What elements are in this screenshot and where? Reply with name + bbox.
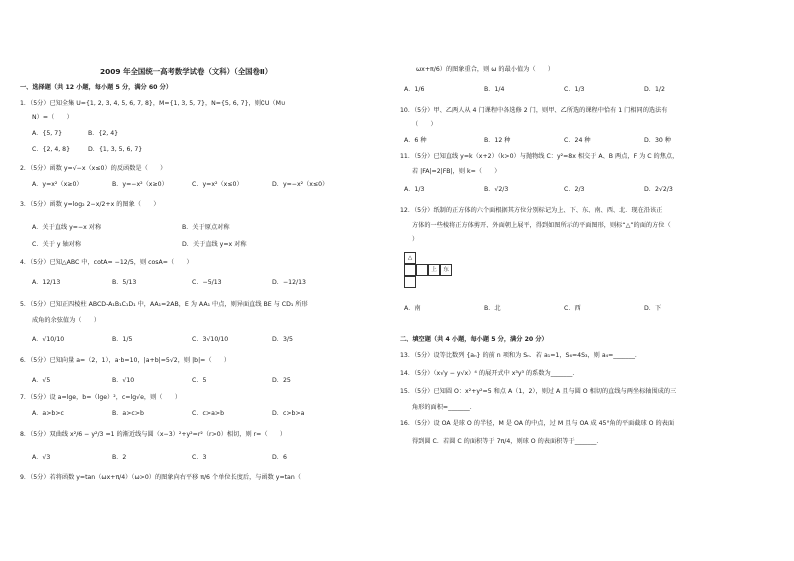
option: A．√5 bbox=[32, 377, 51, 384]
cube-net-figure bbox=[404, 252, 464, 298]
question-5: 5．（5分）已知正四棱柱 ABCD-A₁B₁C₁D₁ 中，AA₁=2AB，E 为 AA₁ 中点，则异面直线 BE 与 CD₁ 所形 bbox=[20, 301, 308, 308]
question-13: 13．（5分）设等比数列 {aₙ} 的前 n 项和为 Sₙ．若 a₁=1，S₆=4S₃，则 a₄=_______． bbox=[400, 352, 642, 359]
question-12-cont2: ） bbox=[412, 236, 419, 243]
option: B．{2, 4} bbox=[88, 130, 119, 137]
net-face-triangle: △ bbox=[404, 252, 416, 264]
option: D．25 bbox=[272, 377, 291, 384]
option: D．6 bbox=[272, 454, 287, 461]
option: B．√10 bbox=[112, 377, 135, 384]
option: D．1/2 bbox=[644, 86, 665, 93]
question-12: 12．（5分）纸制的正方体的六个面根据其方位分别标记为上、下、东、南、西、北．现在沿该正 bbox=[400, 207, 663, 214]
option: B．北 bbox=[484, 305, 501, 312]
option: A．√10/10 bbox=[32, 336, 65, 343]
option: B．√2/3 bbox=[484, 186, 509, 193]
option: D．c>b>a bbox=[272, 410, 305, 417]
section-choice-heading: 一、选择题（共 12 小题，每小题 5 分，满分 60 分） bbox=[20, 84, 173, 91]
option: C．y=x²（x≤0） bbox=[192, 181, 243, 188]
option: B．关于原点对称 bbox=[182, 224, 230, 231]
option: B．2 bbox=[112, 454, 127, 461]
option: C．西 bbox=[564, 305, 581, 312]
option: A．6 种 bbox=[404, 137, 427, 144]
option: C．{2, 4, 8} bbox=[32, 146, 71, 153]
option: D．30 种 bbox=[644, 137, 671, 144]
option: A．{5, 7} bbox=[32, 130, 63, 137]
net-face-east: 东 bbox=[440, 264, 452, 276]
option: D．下 bbox=[644, 305, 662, 312]
option: D．关于直线 y=x 对称 bbox=[182, 241, 247, 248]
question-1: 1．（5分）已知全集 U={1, 2, 3, 4, 5, 6, 7, 8}，M={1, 3, 5, 7}，N={5, 6, 7}，则∁U（M∪ bbox=[20, 100, 286, 107]
question-11: 11．（5分）已知直线 y=k（x+2）（k>0）与抛物线 C：y²=8x 相交于 A、B 两点，F 为 C 的焦点， bbox=[400, 153, 679, 160]
option: D．y=−x²（x≤0） bbox=[272, 181, 329, 188]
option: C．−5/13 bbox=[192, 279, 222, 286]
option: B．1/5 bbox=[112, 336, 133, 343]
question-12-cont: 方体的一些棱将正方体剪开、外面朝上展平，得到如图所示的平面图形，则标“△”的面的方位（ bbox=[412, 222, 671, 229]
option: C．c>a>b bbox=[192, 410, 224, 417]
question-15-cont: 角形的面积=_______． bbox=[412, 404, 476, 411]
option: A．y=x²（x≥0） bbox=[32, 181, 83, 188]
option: D．2√2/3 bbox=[644, 186, 673, 193]
option: B．1/4 bbox=[484, 86, 505, 93]
option: D．{1, 3, 5, 6, 7} bbox=[88, 146, 143, 153]
exam-title: 2009 年全国统一高考数学试卷（文科）（全国卷Ⅱ） bbox=[100, 67, 273, 76]
option: C．3√10/10 bbox=[192, 336, 229, 343]
option: A．√3 bbox=[32, 454, 51, 461]
question-7: 7．（5分）设 a=lge，b=（lge）²，c=lg√e，则（ ） bbox=[20, 394, 182, 401]
question-8: 8．（5分）双曲线 x²/6 − y²/3 =1 的渐近线与圆（x−3）²+y²=r²（r>0）相切，则 r=（ ） bbox=[20, 431, 287, 438]
option: C．2/3 bbox=[564, 186, 585, 193]
question-10: 10．（5分）甲、乙两人从 4 门课程中各选修 2 门，则甲、乙所选的课程中恰有 1 门相同的选法有 bbox=[400, 107, 668, 114]
option: B．a>c>b bbox=[112, 410, 144, 417]
question-9-cont: ωx+π/6）的图象重合，则 ω 的最小值为（ ） bbox=[416, 66, 555, 73]
net-face-blank bbox=[404, 276, 416, 288]
question-14: 14．（5分）（x√y − y√x）⁴ 的展开式中 x³y³ 的系数为_______． bbox=[400, 370, 579, 377]
option: A．1/3 bbox=[404, 186, 425, 193]
question-2: 2．（5分）函数 y=√−x（x≤0）的反函数是（ ） bbox=[20, 165, 167, 172]
option: A．南 bbox=[404, 305, 421, 312]
question-9: 9．（5分）若将函数 y=tan（ωx+π/4）（ω>0）的图象向右平移 π/6 个单位长度后，与函数 y=tan（ bbox=[20, 474, 301, 481]
question-15: 15．（5分）已知圆 O：x²+y²=5 和点 A（1，2），则过 A 且与圆 O 相切的直线与两坐标轴围成的三 bbox=[400, 388, 677, 395]
option: C．关于 y 轴对称 bbox=[32, 241, 82, 248]
question-4: 4．（5分）已知△ABC 中，cotA= −12/5，则 cosA=（ ） bbox=[20, 259, 193, 266]
option: D．−12/13 bbox=[272, 279, 306, 286]
option: B．5/13 bbox=[112, 279, 137, 286]
option: D．3/5 bbox=[272, 336, 293, 343]
option: C．1/3 bbox=[564, 86, 585, 93]
section-fill-heading: 二、填空题（共 4 小题，每小题 5 分，满分 20 分） bbox=[400, 336, 548, 343]
question-10-cont: （ ） bbox=[412, 121, 437, 128]
option: C．24 种 bbox=[564, 137, 591, 144]
question-3: 3．（5分）函数 y=log₂ 2−x/2+x 的图象（ ） bbox=[20, 201, 160, 208]
option: C．5 bbox=[192, 377, 207, 384]
question-11-cont: 若 |FA|=2|FB|，则 k=（ ） bbox=[412, 168, 501, 175]
question-5-cont: 成角的余弦值为（ ） bbox=[32, 317, 101, 324]
net-face-up: 上 bbox=[428, 264, 440, 276]
option: A．12/13 bbox=[32, 279, 61, 286]
question-16-cont: 得到圆 C．若圆 C 的面积等于 7π/4，则球 O 的表面积等于_______． bbox=[412, 438, 603, 445]
net-face-blank bbox=[416, 264, 428, 276]
question-16: 16．（5分）设 OA 是球 O 的半径，M 是 OA 的中点，过 M 且与 OA 成 45°角的平面截球 O 的表面 bbox=[400, 420, 675, 427]
question-6: 6．（5分）已知向量 a=（2，1），a·b=10，|a+b|=5√2，则 |b|=（ ） bbox=[20, 357, 231, 364]
question-1-cont: N）=（ ） bbox=[32, 114, 73, 121]
option: B．12 种 bbox=[484, 137, 511, 144]
option: A．a>b>c bbox=[32, 410, 64, 417]
option: A．1/6 bbox=[404, 86, 425, 93]
option: C．3 bbox=[192, 454, 207, 461]
option: B．y=−x²（x≥0） bbox=[112, 181, 168, 188]
option: A．关于直线 y=−x 对称 bbox=[32, 224, 102, 231]
net-face-blank bbox=[404, 264, 416, 276]
